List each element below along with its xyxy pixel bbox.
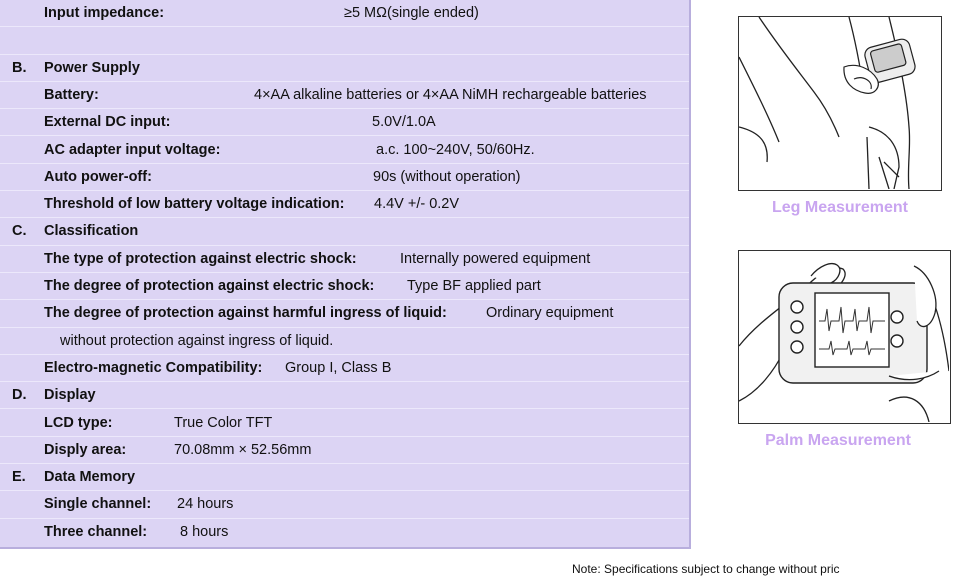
spec-row-lcd-type xyxy=(0,410,689,437)
spec-value: a.c. 100~240V, 50/60Hz. xyxy=(376,141,535,158)
section-letter: E. xyxy=(12,469,26,486)
spec-row-auto-power-off xyxy=(0,164,689,191)
spec-value: ≥5 MΩ(single ended) xyxy=(344,5,479,21)
section-letter: C. xyxy=(12,223,27,240)
spec-label: AC adapter input voltage: xyxy=(44,141,221,158)
spec-row-spacer xyxy=(0,27,689,54)
section-header-data-memory xyxy=(0,464,689,491)
spec-row-display-area xyxy=(0,437,689,464)
spec-row-low-battery xyxy=(0,191,689,218)
footnote: Note: Specifications subject to change without pric xyxy=(572,562,840,576)
leg-drawing xyxy=(739,17,940,189)
section-header-classification xyxy=(0,218,689,245)
section-header-power-supply xyxy=(0,55,689,82)
spec-label: Auto power-off: xyxy=(44,168,152,185)
spec-row-single-channel xyxy=(0,491,689,518)
spec-value: Internally powered equipment xyxy=(400,250,591,267)
spec-label: External DC input: xyxy=(44,114,171,131)
spec-value: Ordinary equipment xyxy=(486,305,614,322)
spec-label: Electro-magnetic Compatibility: xyxy=(44,359,263,376)
palm-drawing xyxy=(739,251,949,422)
spec-row-shock-type xyxy=(0,246,689,273)
spec-row-liquid-ingress xyxy=(0,300,689,327)
spec-label: Threshold of low battery voltage indication: xyxy=(44,196,345,213)
section-title: Classification xyxy=(44,223,139,240)
spec-value: 4×AA alkaline batteries or 4×AA NiMH rechargeable batteries xyxy=(254,86,647,103)
spec-value: 90s (without operation) xyxy=(373,168,521,185)
spec-row-shock-degree xyxy=(0,273,689,300)
spec-value: Type BF applied part xyxy=(407,278,541,294)
spec-row-emc xyxy=(0,355,689,382)
spec-label: The degree of protection against harmful ingress of liquid: xyxy=(44,305,447,322)
spec-row-battery xyxy=(0,82,689,109)
spec-row-ac-adapter xyxy=(0,137,689,164)
spec-value: 4.4V +/- 0.2V xyxy=(374,196,460,213)
spec-row-external-dc xyxy=(0,109,689,136)
spec-label: The degree of protection against electric shock: xyxy=(44,278,375,294)
spec-label: Disply area: xyxy=(44,441,127,458)
spec-label: Three channel: xyxy=(44,523,148,540)
spec-value: 70.08mm × 52.56mm xyxy=(174,441,312,458)
spec-value: Group I, Class B xyxy=(285,359,392,376)
spec-value-continuation: without protection against ingress of liquid. xyxy=(60,332,334,349)
spec-value: 24 hours xyxy=(177,496,234,513)
spec-label: LCD type: xyxy=(44,414,113,431)
spec-label: Single channel: xyxy=(44,496,152,513)
palm-measurement-illustration xyxy=(738,250,951,424)
leg-measurement-caption: Leg Measurement xyxy=(771,199,909,216)
spec-row-liquid-continuation xyxy=(0,328,689,355)
section-letter: B. xyxy=(12,59,27,76)
leg-measurement-illustration xyxy=(738,16,942,191)
spec-label: Input impedance: xyxy=(44,5,165,21)
spec-label: The type of protection against electric shock: xyxy=(44,250,357,267)
spec-value: 8 hours xyxy=(180,523,229,540)
spec-row-three-channel xyxy=(0,519,689,546)
palm-measurement-caption: Palm Measurement xyxy=(765,432,911,449)
section-header-display xyxy=(0,382,689,409)
section-title: Power Supply xyxy=(44,59,140,76)
section-title: Data Memory xyxy=(44,469,136,486)
section-title: Display xyxy=(44,387,96,404)
section-letter: D. xyxy=(12,387,27,404)
spec-value: True Color TFT xyxy=(174,414,273,431)
spec-label: Battery: xyxy=(44,86,99,103)
spec-value: 5.0V/1.0A xyxy=(372,114,436,131)
spec-row-input-impedance xyxy=(0,0,689,27)
